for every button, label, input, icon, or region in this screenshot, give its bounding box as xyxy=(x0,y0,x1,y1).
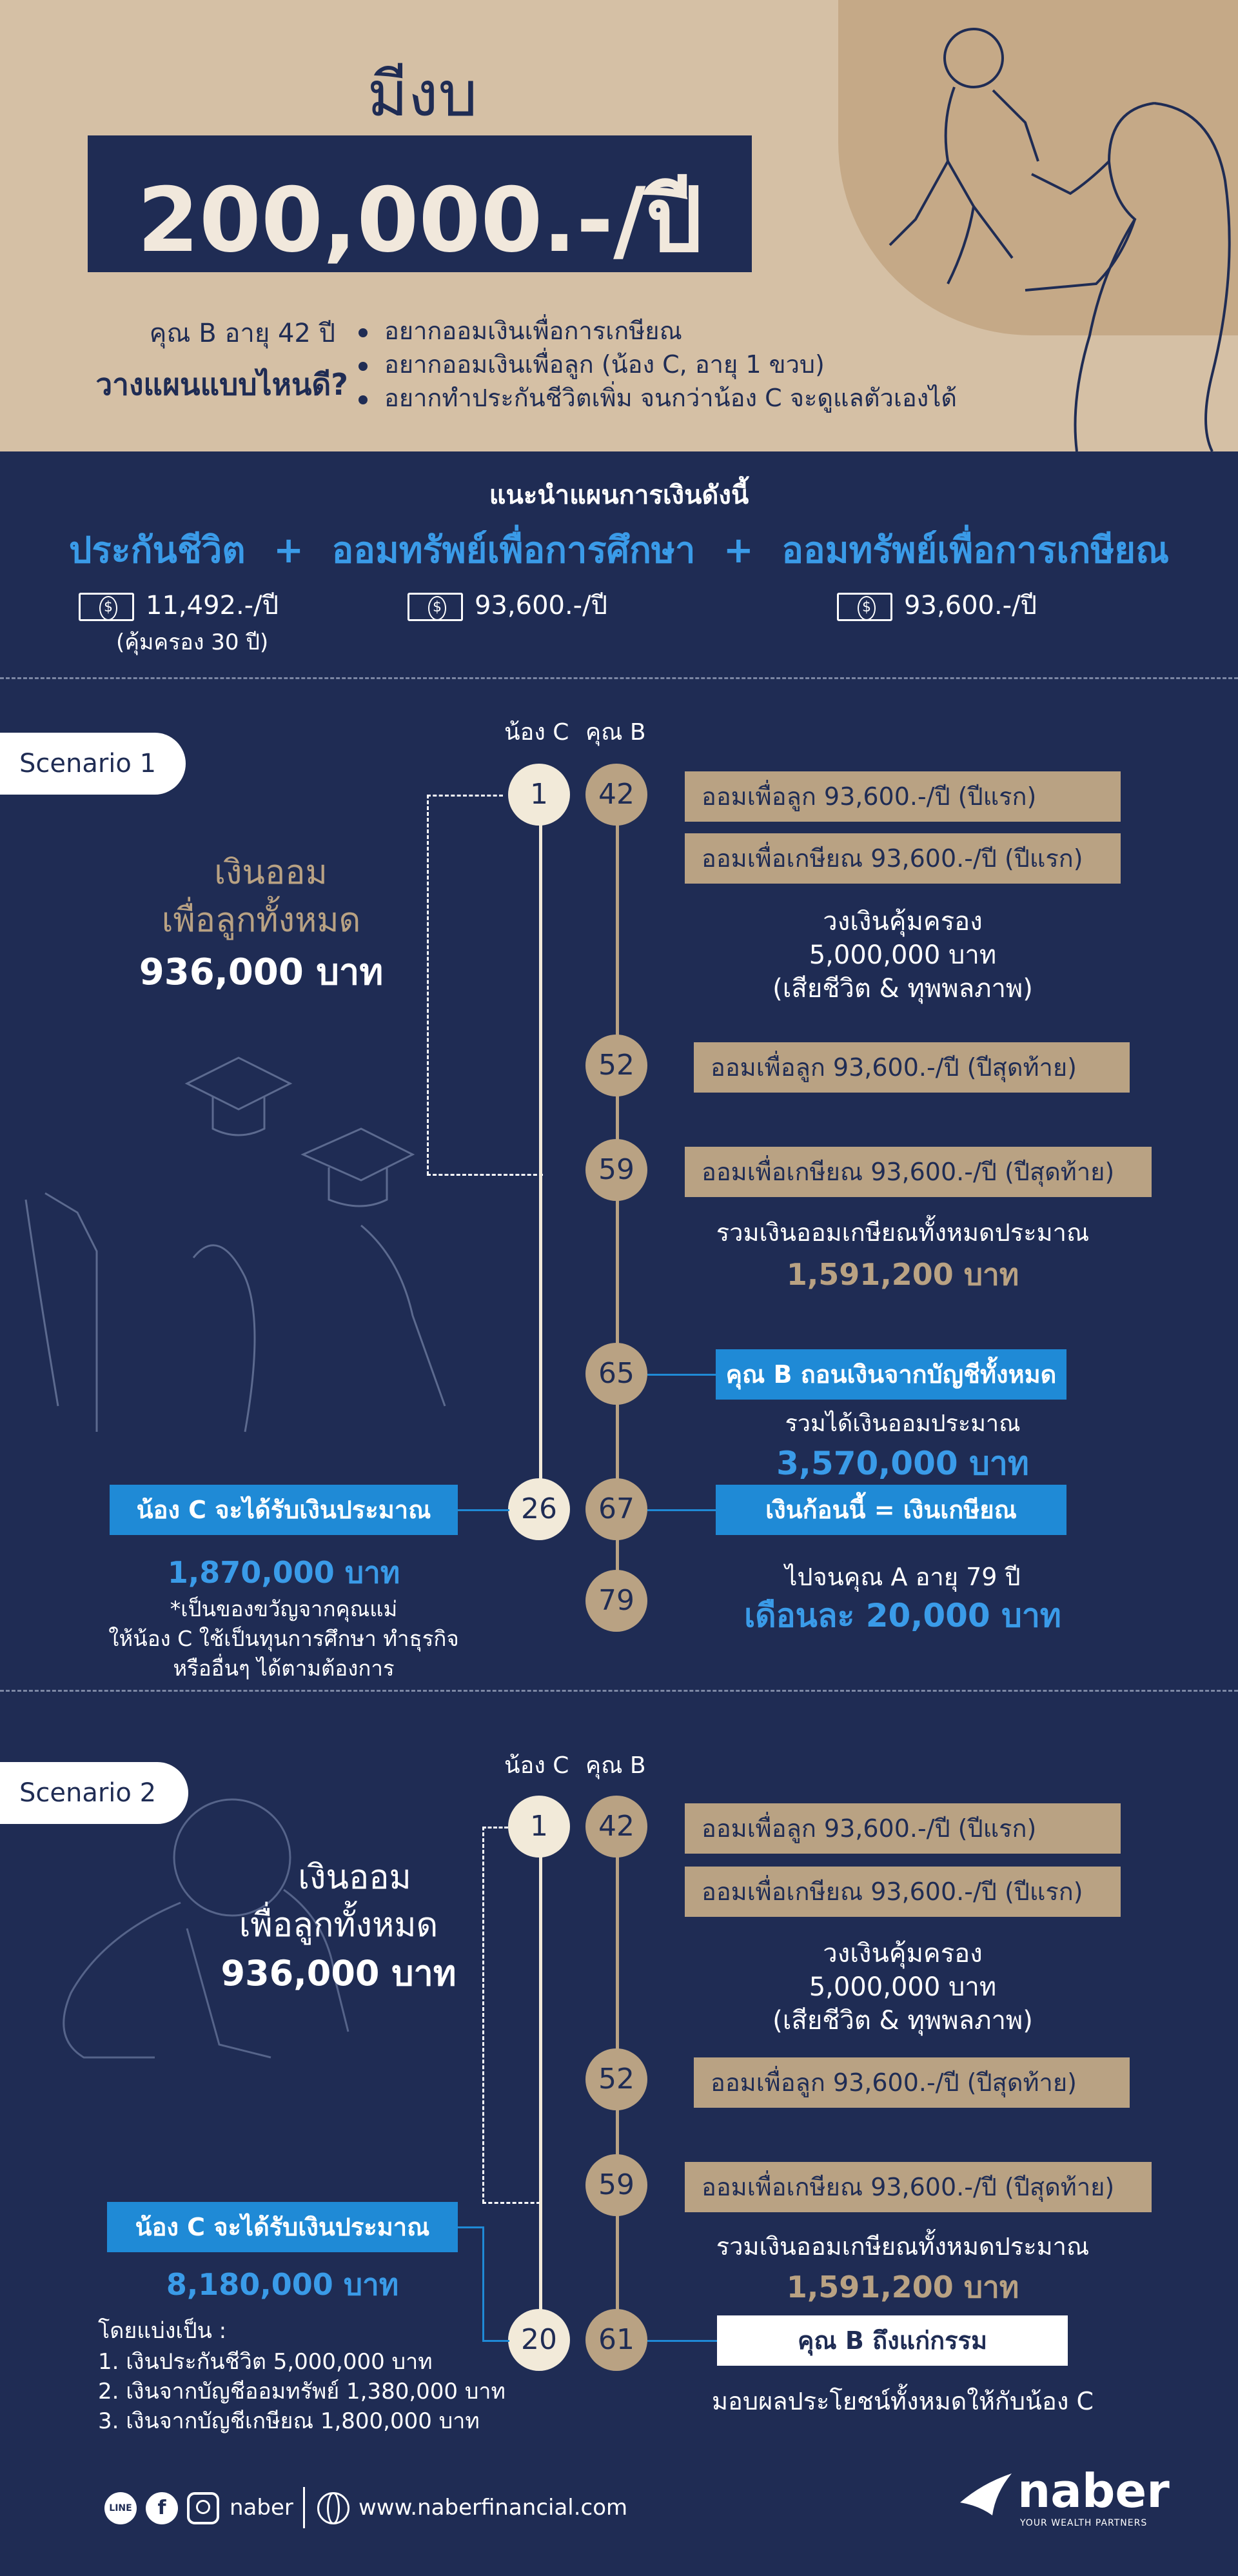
bullet-icon xyxy=(359,362,368,371)
budget-amount: 200,000.-/ปี xyxy=(137,168,703,272)
brand-tagline: YOUR WEALTH PARTNERS xyxy=(1020,2518,1148,2528)
parent-age-marker: 61 xyxy=(585,2309,647,2371)
scenario-2-label: Scenario 2 xyxy=(0,1762,188,1824)
graduation-illustration xyxy=(0,1045,490,1458)
s1-coverage-amount: 5,000,000 บาท xyxy=(809,940,997,970)
s2-breakdown-title: โดยแบ่งเป็น : xyxy=(98,2318,227,2344)
goal-item: อยากออมเงินเพื่อการเกษียณ xyxy=(359,311,682,350)
parent-age-marker: 52 xyxy=(585,2048,647,2110)
s1-save-retire-first: ออมเพื่อเกษียณ 93,600.-/ปี (ปีแรก) xyxy=(685,833,1121,884)
s2-savings-label2: เพื่อลูกทั้งหมด xyxy=(239,1906,438,1945)
parent-age-marker: 67 xyxy=(585,1478,647,1540)
header-pre-title: มีงบ xyxy=(367,58,478,130)
s1-child-note2: ให้น้อง C ใช้เป็นทุนการศึกษา ทำธุรกิจ xyxy=(108,1626,459,1651)
social-handle[interactable]: naber xyxy=(230,2495,293,2521)
brand-logo: naber xyxy=(1017,2464,1170,2518)
premium-life: $11,492.-/ปี xyxy=(79,584,279,626)
s1-coverage-label: วงเงินคุ้มครอง xyxy=(823,907,983,936)
money-icon xyxy=(79,593,134,621)
s2-retire-total: 1,591,200 บาท xyxy=(786,2270,1019,2304)
s1-lump-label: ไปจนคุณ A อายุ 79 ปี xyxy=(785,1563,1021,1591)
child-age-marker: 20 xyxy=(508,2309,570,2371)
naber-logo-bird-icon xyxy=(957,2470,1015,2522)
line-icon[interactable]: LINE xyxy=(104,2492,137,2524)
goal-item: อยากออมเงินเพื่อลูก (น้อง C, อายุ 1 ขวบ) xyxy=(359,344,825,384)
plus-sign: + xyxy=(723,530,754,571)
money-icon xyxy=(837,593,892,621)
plan-products xyxy=(0,521,1238,579)
parent-age-marker: 59 xyxy=(585,2154,647,2216)
column-parent: คุณ B xyxy=(585,1752,646,1779)
s1-child-note3: หรืออื่นๆ ได้ตามต้องการ xyxy=(173,1656,395,1681)
plan-title: แนะนำแผนการเงินดังนี้ xyxy=(489,481,749,510)
s2-coverage-label: วงเงินคุ้มครอง xyxy=(823,1939,983,1968)
parent-age-marker: 52 xyxy=(585,1035,647,1096)
s2-child-receive-amount: 8,180,000 บาท xyxy=(166,2267,399,2302)
s2-benefit-note: มอบผลประโยชน์ทั้งหมดให้กับน้อง C xyxy=(711,2387,1094,2415)
s1-withdraw-box: คุณ B ถอนเงินจากบัญชีทั้งหมด xyxy=(716,1349,1066,1400)
parent-age-marker: 59 xyxy=(585,1139,647,1201)
child-age-marker: 26 xyxy=(508,1478,570,1540)
child-age-marker: 1 xyxy=(508,764,570,826)
s2-save-retire-last: ออมเพื่อเกษียณ 93,600.-/ปี (ปีสุดท้าย) xyxy=(685,2162,1152,2212)
s1-lump-box: เงินก้อนนี้ = เงินเกษียณ xyxy=(716,1485,1066,1535)
section-divider xyxy=(0,677,1238,679)
website-link[interactable]: www.naberfinancial.com xyxy=(359,2495,628,2521)
s1-save-child-last: ออมเพื่อลูก 93,600.-/ปี (ปีสุดท้าย) xyxy=(694,1042,1130,1093)
s2-savings-label1: เงินออม xyxy=(298,1858,411,1897)
plan-question: วางแผนแบบไหนดี? xyxy=(95,367,348,402)
parent-age-marker: 79 xyxy=(585,1570,647,1632)
instagram-icon[interactable] xyxy=(187,2492,219,2524)
s1-child-note1: *เป็นของขวัญจากคุณแม่ xyxy=(170,1596,398,1621)
s1-withdraw-total: 3,570,000 บาท xyxy=(776,1445,1029,1482)
s1-savings-label1: เงินออม xyxy=(214,853,328,892)
section-divider xyxy=(0,1690,1238,1692)
parent-age-marker: 65 xyxy=(585,1343,647,1405)
product-life-insurance: ประกันชีวิต xyxy=(68,530,246,571)
s1-savings-label2: เพื่อลูกทั้งหมด xyxy=(161,901,361,940)
s2-breakdown-item: 1. เงินประกันชีวิต 5,000,000 บาท xyxy=(98,2349,433,2375)
parent-age-marker: 42 xyxy=(585,1796,647,1858)
scenario-1-label: Scenario 1 xyxy=(0,733,186,795)
s2-retire-total-label: รวมเงินออมเกษียณทั้งหมดประมาณ xyxy=(716,2232,1090,2261)
premium-life-note: (คุ้มครอง 30 ปี) xyxy=(116,629,269,655)
plus-sign: + xyxy=(273,530,304,571)
s2-breakdown-item: 3. เงินจากบัญชีเกษียณ 1,800,000 บาท xyxy=(98,2408,480,2434)
product-education-savings: ออมทรัพย์เพื่อการศึกษา xyxy=(331,530,696,571)
bullet-icon xyxy=(359,395,368,404)
child-age-marker: 1 xyxy=(508,1796,570,1858)
parent-age-marker: 42 xyxy=(585,764,647,826)
globe-icon xyxy=(317,2492,349,2524)
s2-save-child-last: ออมเพื่อลูก 93,600.-/ปี (ปีสุดท้าย) xyxy=(694,2057,1130,2108)
s2-child-receive-box: น้อง C จะได้รับเงินประมาณ xyxy=(107,2202,458,2252)
column-parent: คุณ B xyxy=(585,719,646,746)
s1-lump-monthly: เดือนละ 20,000 บาท xyxy=(744,1597,1061,1634)
column-child: น้อง C xyxy=(504,1752,569,1779)
s2-save-retire-first: ออมเพื่อเกษียณ 93,600.-/ปี (ปีแรก) xyxy=(685,1867,1121,1917)
s2-savings-total: 936,000 บาท xyxy=(221,1953,457,1994)
client-age: คุณ B อายุ 42 ปี xyxy=(149,319,335,348)
s1-child-receive-box: น้อง C จะได้รับเงินประมาณ xyxy=(110,1485,458,1535)
s2-save-child-first: ออมเพื่อลูก 93,600.-/ปี (ปีแรก) xyxy=(685,1803,1121,1854)
premium-retirement: $ 93,600.-/ปี xyxy=(837,584,1037,626)
s2-coverage-note: (เสียชีวิต & ทุพพลภาพ) xyxy=(772,2006,1033,2036)
s1-save-child-first: ออมเพื่อลูก 93,600.-/ปี (ปีแรก) xyxy=(685,771,1121,822)
product-retirement-savings: ออมทรัพย์เพื่อการเกษียณ xyxy=(781,530,1170,571)
money-icon xyxy=(408,593,463,621)
s1-retire-total-label: รวมเงินออมเกษียณทั้งหมดประมาณ xyxy=(716,1218,1090,1247)
s1-save-retire-last: ออมเพื่อเกษียณ 93,600.-/ปี (ปีสุดท้าย) xyxy=(685,1147,1152,1197)
s2-death-box: คุณ B ถึงแก่กรรม xyxy=(717,2315,1068,2366)
s2-coverage-amount: 5,000,000 บาท xyxy=(809,1972,997,2002)
s1-withdraw-label: รวมได้เงินออมประมาณ xyxy=(785,1411,1021,1437)
bullet-icon xyxy=(359,328,368,337)
premium-education: $93,600.-/ปี xyxy=(408,584,607,626)
s1-savings-total: 936,000 บาท xyxy=(139,951,384,993)
facebook-icon[interactable]: f xyxy=(146,2492,178,2524)
goal-item: อยากทำประกันชีวิตเพิ่ม จนกว่าน้อง C จะดูแลตัวเองได้ xyxy=(359,378,957,417)
s1-child-receive-amount: 1,870,000 บาท xyxy=(167,1555,400,1590)
s2-breakdown-item: 2. เงินจากบัญชีออมทรัพย์ 1,380,000 บาท xyxy=(98,2379,506,2404)
s1-coverage-note: (เสียชีวิต & ทุพพลภาพ) xyxy=(772,974,1033,1004)
column-child: น้อง C xyxy=(504,719,569,746)
s1-retire-total: 1,591,200 บาท xyxy=(786,1257,1019,1292)
